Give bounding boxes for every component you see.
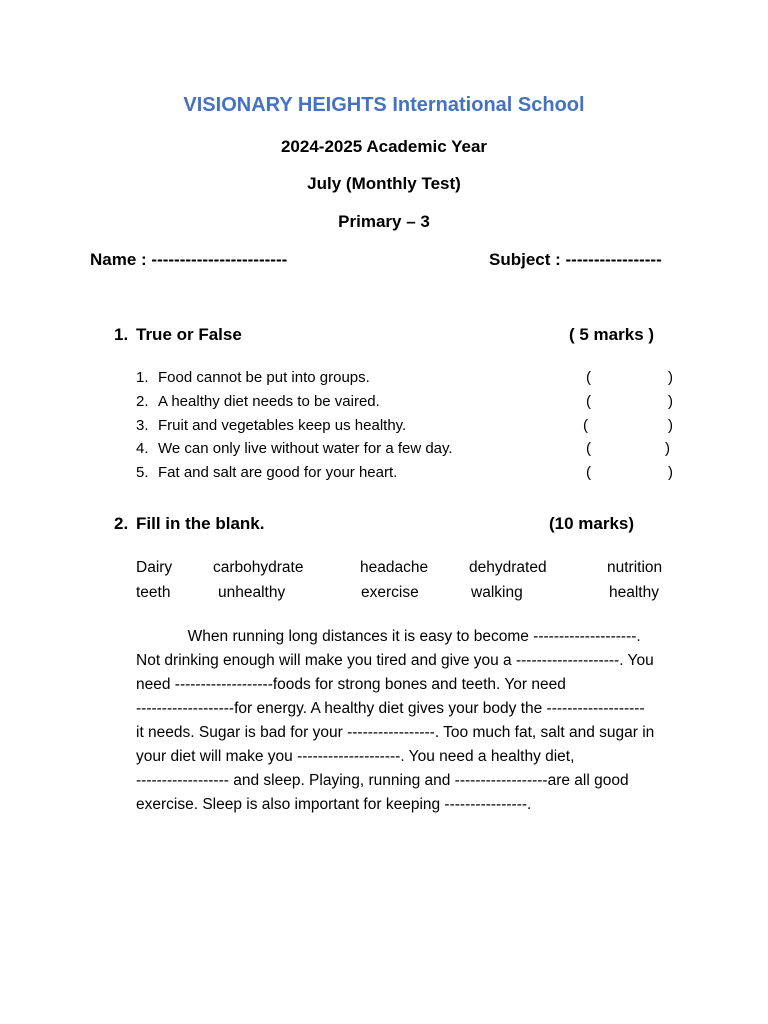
fill-blank-paragraph — [136, 625, 681, 817]
item-statement: Food cannot be put into groups. — [158, 369, 370, 386]
list-item — [136, 417, 696, 441]
word-bank-item: exercise — [361, 584, 419, 601]
item-statement: A healthy diet needs to be vaired. — [158, 392, 380, 410]
answer-bracket-close: ) — [668, 392, 673, 410]
grade-level: Primary – 3 — [338, 212, 430, 231]
section-number: 2. — [114, 514, 129, 533]
word-bank-item: headache — [360, 559, 429, 576]
answer-bracket-close: ) — [668, 464, 673, 482]
school-name: VISIONARY HEIGHTS International School — [183, 94, 585, 116]
paragraph-line: Not drinking enough will make you tired and give you a --------------------. You — [136, 652, 654, 669]
paragraph-line: your diet will make you --------------------. You need a healthy diet, — [136, 748, 575, 765]
item-number: 5. — [136, 464, 149, 482]
item-statement: Fat and salt are good for your heart. — [158, 464, 398, 482]
item-number: 2. — [136, 392, 149, 410]
answer-bracket-open: ( — [586, 392, 591, 410]
list-item — [136, 440, 696, 464]
answer-bracket-close: ) — [668, 416, 673, 434]
item-statement: Fruit and vegetables keep us healthy. — [158, 416, 407, 434]
item-number: 3. — [136, 416, 149, 434]
paragraph-line: -------------------for energy. A healthy diet gives your body the ------------------- — [136, 700, 645, 717]
section-marks: ( 5 marks ) — [569, 325, 655, 344]
item-number: 1. — [136, 369, 149, 386]
word-bank-item: unhealthy — [218, 584, 286, 601]
answer-bracket-open: ( — [586, 440, 591, 458]
section-marks: (10 marks) — [549, 514, 635, 533]
list-item — [136, 393, 696, 417]
true-false-list — [136, 369, 696, 488]
paragraph-line: it needs. Sugar is bad for your -----------------. Too much fat, salt and sugar in — [136, 724, 655, 741]
list-item — [136, 464, 696, 488]
paragraph-line: ------------------ and sleep. Playing, running and ------------------are all good — [136, 772, 629, 789]
paragraph-line: need -------------------foods for strong bones and teeth. Yor need — [136, 676, 566, 693]
item-number: 4. — [136, 440, 149, 458]
word-bank-item: carbohydrate — [213, 559, 304, 576]
subject-field: Subject : ----------------- — [489, 250, 662, 269]
word-bank-item: nutrition — [607, 559, 663, 576]
word-bank-item: healthy — [609, 584, 659, 601]
section-number: 1. — [114, 325, 129, 344]
paragraph-line: When running long distances it is easy to become --------------------. — [136, 628, 641, 645]
item-statement: We can only live without water for a few day. — [158, 440, 453, 458]
section-title: True or False — [136, 325, 242, 344]
answer-bracket-close: ) — [668, 369, 673, 386]
word-bank-item: walking — [471, 584, 523, 601]
answer-bracket-open: ( — [586, 464, 591, 482]
section-title: Fill in the blank. — [136, 514, 265, 533]
test-title: July (Monthly Test) — [307, 174, 461, 193]
answer-bracket-open: ( — [583, 416, 588, 434]
answer-bracket-close: ) — [665, 440, 670, 458]
word-bank-item: Dairy — [136, 559, 173, 576]
word-bank-item: dehydrated — [469, 559, 547, 576]
answer-bracket-open: ( — [586, 369, 591, 386]
list-item — [136, 369, 696, 393]
name-field: Name : ------------------------ — [90, 250, 288, 269]
paragraph-line: exercise. Sleep is also important for keeping ----------------. — [136, 796, 532, 813]
academic-year: 2024-2025 Academic Year — [280, 137, 488, 156]
word-bank-item: teeth — [136, 584, 171, 601]
